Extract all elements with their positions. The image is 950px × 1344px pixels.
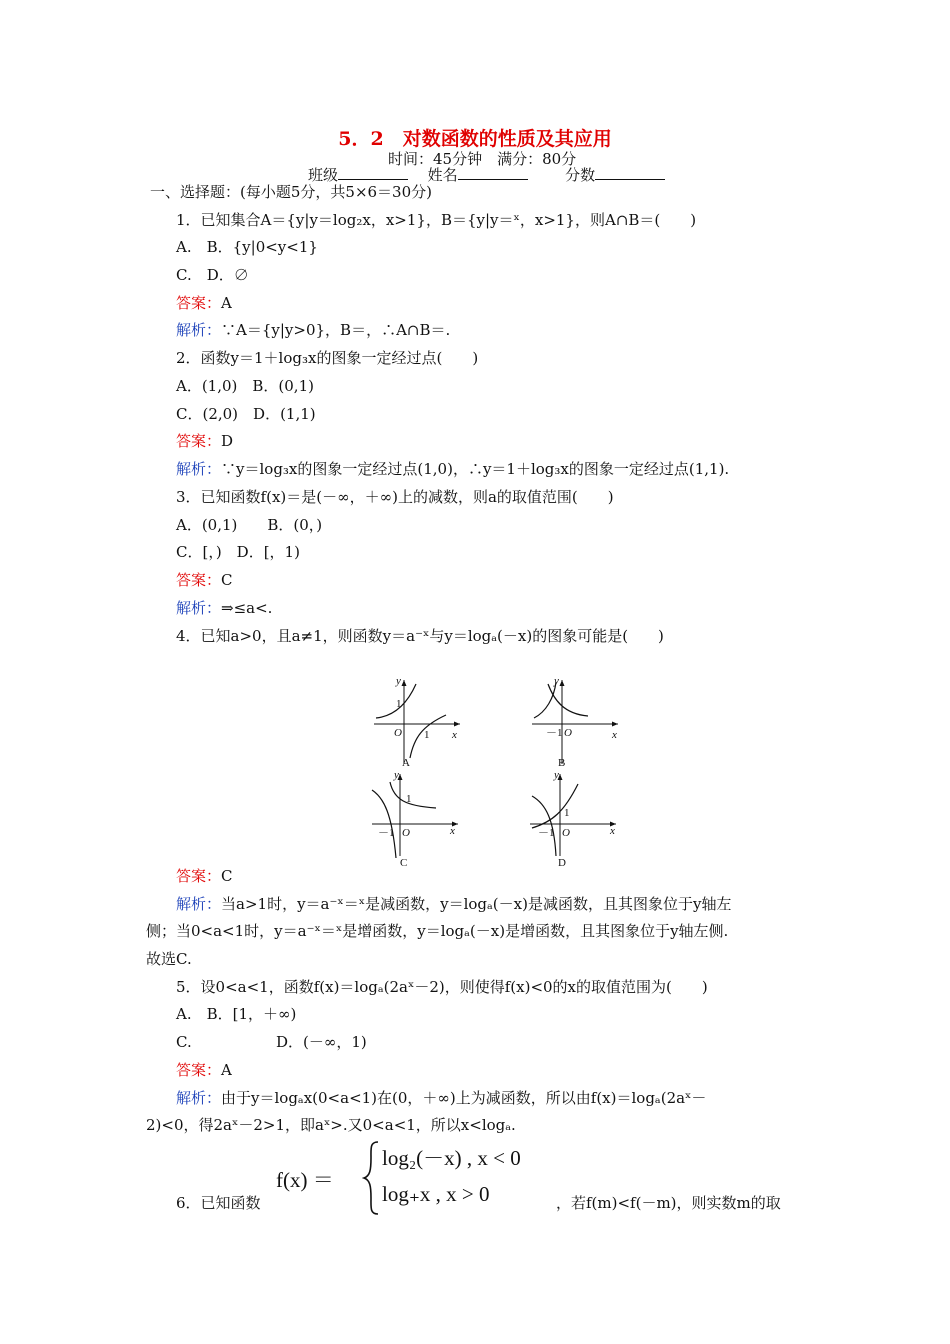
q4-stem: 4．已知a>0，且a≠1，则函数y＝a⁻ˣ与y＝logₐ(－x)的图象可能是( )	[176, 627, 664, 645]
x-label: x	[610, 825, 615, 837]
class-field[interactable]	[338, 165, 408, 180]
x-label: x	[450, 825, 455, 837]
q5-answer	[176, 1060, 232, 1080]
curve-log	[534, 682, 556, 718]
q1-options-ab: A. B．{y|0<y<1}	[176, 238, 318, 256]
graph-a[interactable]	[368, 672, 468, 772]
curve-exponential	[548, 684, 588, 716]
curve-exponential	[532, 784, 578, 828]
curve-exponential	[390, 782, 436, 808]
y-axis-arrow	[560, 680, 565, 686]
analysis-text: ∵y＝log₃x的图象一定经过点(1,0)，∴y＝1＋log₃x的图象一定经过点(1,1).	[221, 460, 730, 478]
class-label: 班级	[308, 166, 339, 184]
curve-log	[532, 796, 556, 856]
q4-analysis-line1	[176, 894, 731, 914]
answer-label: 答案：	[176, 294, 222, 312]
q1-options-cd: C. D．∅	[176, 266, 249, 284]
graph-caption: B	[558, 757, 566, 769]
analysis-label: 解析：	[176, 895, 222, 913]
q5-analysis-line2: 2)<0，得2aˣ－2>1，即aˣ>.又0<a<1，所以x<logₐ.	[146, 1116, 516, 1134]
q1-analysis	[176, 320, 450, 340]
answer-value: D	[221, 432, 234, 450]
q3-options-ab: A．(0,1) B．(0，)	[176, 516, 323, 534]
q5-options-ab: A. B．[1，＋∞)	[176, 1005, 297, 1023]
q3-stem: 3．已知函数f(x)＝是(－∞，＋∞)上的减数，则a的取值范围( )	[176, 488, 614, 506]
section-heading: 一、选择题：(每小题5分，共5×6＝30分)	[150, 183, 432, 201]
analysis-label: 解析：	[176, 460, 222, 478]
q4-answer	[176, 866, 233, 886]
tick-label: 1	[424, 729, 430, 741]
name-label: 姓名	[427, 166, 458, 184]
y-label: y	[396, 675, 401, 687]
graph-d[interactable]	[524, 768, 624, 872]
graph-caption: C	[400, 857, 408, 869]
answer-value: A	[221, 1061, 232, 1079]
y-label: y	[554, 769, 559, 781]
q6-tail: ，若f(m)<f(－m)，则实数m的取	[556, 1194, 781, 1212]
tick-label: 1	[406, 793, 412, 805]
page-title: 5．2 对数函数的性质及其应用	[338, 128, 612, 150]
answer-label: 答案：	[176, 1061, 222, 1079]
q2-analysis	[176, 459, 729, 479]
q5-stem: 5．设0<a<1，函数f(x)＝logₐ(2aˣ－2)，则使得f(x)<0的x的取值范围为( )	[176, 978, 708, 996]
analysis-text: ⇒≤a<.	[221, 599, 273, 617]
q5-option-c: C.	[176, 1033, 192, 1051]
name-field[interactable]	[458, 165, 528, 180]
q2-stem: 2．函数y＝1＋log₃x的图象一定经过点( )	[176, 349, 479, 367]
answer-value: A	[221, 294, 232, 312]
q3-answer	[176, 570, 233, 590]
tick-label: －1	[378, 827, 395, 839]
origin-label: O	[562, 827, 570, 839]
answer-label: 答案：	[176, 571, 222, 589]
answer-label: 答案：	[176, 432, 222, 450]
y-label: y	[554, 675, 559, 687]
q6-lead: 6．已知函数	[176, 1194, 261, 1212]
q3-analysis	[176, 598, 272, 618]
analysis-label: 解析：	[176, 599, 222, 617]
origin-label: O	[402, 827, 410, 839]
q2-options-ab: A．(1,0) B．(0,1)	[176, 377, 314, 395]
y-axis-arrow	[402, 680, 407, 686]
x-label: x	[612, 729, 617, 741]
answer-label: 答案：	[176, 867, 222, 885]
q3-options-cd: C．[，) D．[，1)	[176, 543, 300, 561]
y-label: y	[394, 769, 399, 781]
q5-analysis-line1	[176, 1088, 706, 1108]
tick-label: 1	[396, 698, 402, 710]
q2-options-cd: C．(2,0) D．(1,1)	[176, 405, 316, 423]
answer-value: C	[221, 867, 233, 885]
origin-label: O	[394, 727, 402, 739]
q4-analysis-line2: 侧；当0<a<1时，y＝a⁻ˣ＝ˣ是增函数，y＝logₐ(－x)是增函数，且其图象位于y轴左侧.	[146, 922, 729, 940]
score-label: 分数	[565, 166, 596, 184]
graph-b[interactable]	[526, 672, 626, 772]
analysis-text: 当a>1时，y＝a⁻ˣ＝ˣ是减函数，y＝logₐ(－x)是减函数，且其图象位于y轴左	[221, 895, 732, 913]
q2-answer	[176, 431, 233, 451]
q5-option-d: D．(－∞，1)	[276, 1033, 367, 1051]
time-limit: 时间：45分钟 满分：80分	[388, 150, 577, 168]
answer-value: C	[221, 571, 233, 589]
tick-label: 1	[564, 807, 570, 819]
q1-stem: 1．已知集合A＝{y|y＝log₂x，x>1}，B＝{y|y＝ˣ，x>1}，则A∩B＝( )	[176, 211, 697, 229]
q6-case2: log₊x , x > 0	[382, 1182, 490, 1206]
tick-label: －1	[538, 827, 555, 839]
analysis-label: 解析：	[176, 321, 222, 339]
tick-label: －1	[546, 727, 563, 739]
x-label: x	[452, 729, 457, 741]
origin-label: O	[564, 727, 572, 739]
brace-icon	[362, 1140, 382, 1216]
analysis-text: ∵A＝{y|y>0}，B＝，∴A∩B＝.	[221, 321, 451, 339]
q6-case1: log₂(－x) , x < 0	[382, 1146, 521, 1170]
analysis-label: 解析：	[176, 1089, 222, 1107]
score-field[interactable]	[595, 165, 665, 180]
analysis-text: 由于y＝logₐx(0<a<1)在(0，＋∞)上为减函数，所以由f(x)＝logₐ(2aˣ－	[221, 1089, 707, 1107]
graph-caption: D	[558, 857, 566, 869]
q4-analysis-line3: 故选C.	[146, 950, 192, 968]
q1-answer	[176, 293, 232, 313]
x-axis-arrow	[454, 722, 460, 727]
graph-c[interactable]	[366, 768, 466, 872]
x-axis-arrow	[612, 722, 618, 727]
q6-fx: f(x) ＝	[276, 1168, 334, 1192]
graph-caption: A	[402, 757, 410, 769]
